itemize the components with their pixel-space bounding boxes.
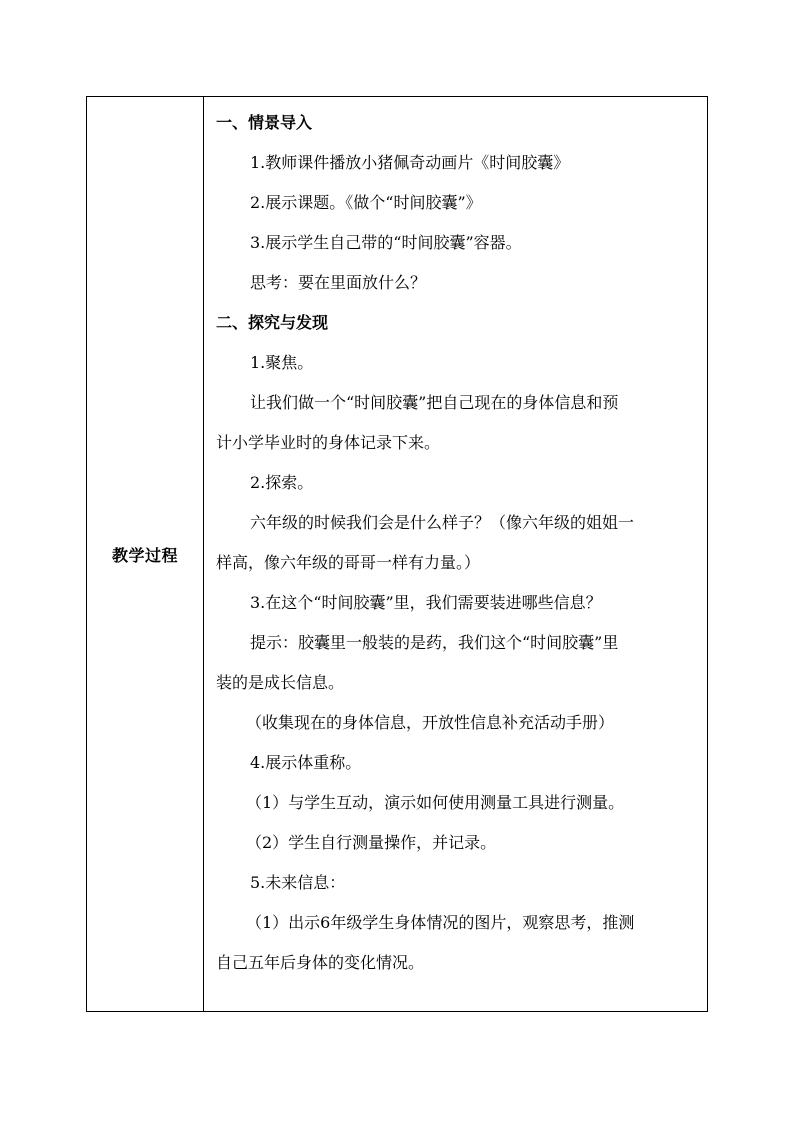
- content-line: 提示：胶囊里一般装的是药，我们这个“时间胶囊”里: [250, 633, 619, 652]
- content-line: 装的是成长信息。: [216, 673, 345, 692]
- content-line: （1）出示6年级学生身体情况的图片，观察思考，推测: [246, 913, 635, 932]
- content-line: 思考：要在里面放什么？: [250, 273, 427, 292]
- row-label: 教学过程: [111, 545, 178, 565]
- content-lines: [216, 103, 699, 983]
- content-line: （收集现在的身体信息，开放性信息补充活动手册）: [246, 713, 615, 732]
- content-line: （2）学生自行测量操作，并记录。: [246, 833, 497, 852]
- content-line: 3.在这个“时间胶囊”里，我们需要装进哪些信息？: [250, 593, 602, 612]
- content-line: 1.教师课件播放小猪佩奇动画片《时间胶囊》: [250, 153, 570, 172]
- content-line: 2.展示课题。《做个“时间胶囊”》: [250, 193, 482, 212]
- content-line: 自己五年后身体的变化情况。: [216, 953, 425, 972]
- content-line: 3.展示学生自己带的“时间胶囊”容器。: [250, 233, 522, 252]
- content-line: 让我们做一个“时间胶囊”把自己现在的身体信息和预: [250, 393, 619, 412]
- section-heading: 二、探究与发现: [216, 313, 329, 332]
- content-line: 4.展示体重称。: [250, 753, 362, 772]
- content-line: 5.未来信息：: [250, 873, 346, 892]
- row-label-cell: [87, 97, 204, 1011]
- content-line: 2.探索。: [250, 473, 314, 492]
- content-line: 样高，像六年级的哥哥一样有力量。）: [216, 553, 481, 572]
- content-line: 六年级的时候我们会是什么样子？（像六年级的姐姐一: [250, 513, 635, 532]
- content-line: 1.聚焦。: [250, 353, 314, 372]
- content-line: 计小学毕业时的身体记录下来。: [216, 433, 441, 452]
- content-line: （1）与学生互动，演示如何使用测量工具进行测量。: [246, 793, 625, 812]
- section-heading: 一、情景导入: [216, 113, 313, 132]
- content-cell: [204, 97, 707, 1011]
- lesson-plan-table: [86, 96, 708, 1012]
